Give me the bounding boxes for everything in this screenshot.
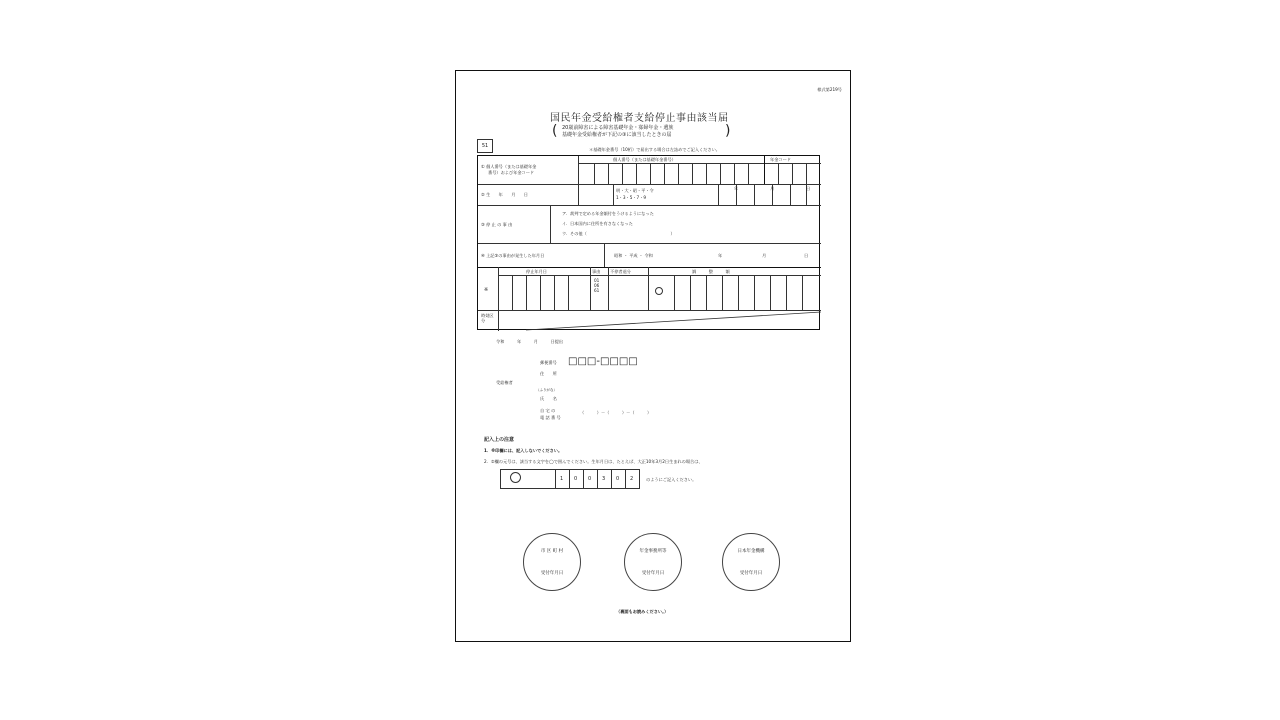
phone-format: （ ）－（ ）－（ ） [580,410,652,415]
seal-japan-pension [722,533,780,591]
box-number: 51 [477,139,493,153]
example-digit: 0 [574,476,578,482]
recipient-label: 受給権者 [496,380,513,385]
header-number: 個人番号（または基礎年金番号） [613,157,676,162]
postal-label: 郵便番号 [540,360,557,365]
address-label: 住 所 [540,371,557,376]
example-era-circle [510,472,521,483]
row6-label: 時効区分 [481,313,494,323]
row4-label: ④ 上記③の事由が発生した年月日 [481,253,545,258]
row1-label-2: 番号）および年金コード [488,170,535,175]
subtitle-line-1: 20歳前障害による障害基礎年金・寡婦年金・遺族 [562,125,674,131]
row2-month: 月 [770,186,775,191]
seal-pension-office [624,533,682,591]
row5-circle [655,287,663,295]
reason-a: ア．裁判で定める年金額付をうけるようになった [562,211,654,216]
subtitle-paren-left: ( [552,123,558,139]
row5-header-adjustment: 調 整 額 [692,269,730,274]
seal-japan-pension-top: 日本年金機構 [737,549,765,554]
row4-era: 昭和 ・ 平成 ・ 令和 [614,253,653,258]
row3-label: ③ 停 止 の 事 由 [481,222,513,227]
phone-label-1: 自 宅 の [540,408,556,413]
row5-header-reason: 事由 [592,269,601,274]
row2-year: 年 [734,186,739,191]
example-digit: 0 [588,476,592,482]
row5-header-stop-date: 停止年月日 [526,269,547,274]
example-digit: 1 [560,476,564,482]
form-number: 様式第219号 [817,87,842,92]
note-2: 2．②欄の元号は、該当する文字を◯で囲んでください。生年月日は、たとえば、大正10年3月2日生まれの場合は、 [484,459,703,464]
row4-year: 年 [718,253,723,258]
main-table [477,155,820,330]
form-sheet [455,70,851,642]
diagonal-line [498,310,821,331]
note-top: ＊基礎年金番号（10桁）で届出する場合は左詰めでご記入ください。 [589,147,720,152]
furigana-label: （ふりがな） [536,388,557,392]
row5-header-type: 不停者退分 [610,269,631,274]
seal-pension-office-top: 年金事務所等 [639,549,667,554]
row1-label-1: ① 個人番号（または基礎年金 [481,164,537,169]
phone-label-2: 電 話 番 号 [540,415,561,420]
footer-note: （裏面もお読みください。） [616,609,669,614]
row4-day: 日 [804,253,809,258]
notes-title: 記入上の注意 [484,437,515,443]
subtitle-paren-right: ) [725,123,731,139]
example-digit: 0 [616,476,620,482]
seal-municipality-top: 市 区 町 村 [540,549,564,554]
submission-date: 令和 年 月 日提出 [496,339,564,344]
seal-pension-office-bottom: 受付年月日 [641,571,665,576]
row5-mark: ※ [484,287,489,293]
reason-b: イ．日本国内に住所を有さなくなった [562,221,633,226]
reason-c: ウ．その他（ ） [562,231,675,236]
note-1: 1．※印欄には、記入しないでください。 [484,448,563,453]
row2-era-names: 明・大・昭・平・令 [616,188,654,193]
row2-label: ② 生 年 月 日 [481,192,528,197]
row2-era-codes: 1・3・5・7・9 [616,195,647,200]
postal-code-boxes[interactable]: □□□-□□□□ [568,356,638,367]
example-date-box [500,469,640,489]
example-suffix: のようにご記入ください。 [646,477,697,482]
example-digit: 3 [602,476,606,482]
seal-japan-pension-bottom: 受付年月日 [739,571,763,576]
header-pension-code: 年金コード [770,157,791,162]
row5-codes: 01 06 61 [594,278,600,293]
subtitle-line-2: 基礎年金受給権者が下記の③に該当したときの届 [562,132,672,138]
name-label: 氏 名 [540,396,557,401]
form-title: 国民年金受給権者支給停止事由該当届 [550,113,729,124]
row4-month: 月 [762,253,767,258]
seal-municipality [523,533,581,591]
row2-day: 日 [806,186,811,191]
seal-municipality-bottom: 受付年月日 [540,571,564,576]
example-digit: 2 [630,476,634,482]
